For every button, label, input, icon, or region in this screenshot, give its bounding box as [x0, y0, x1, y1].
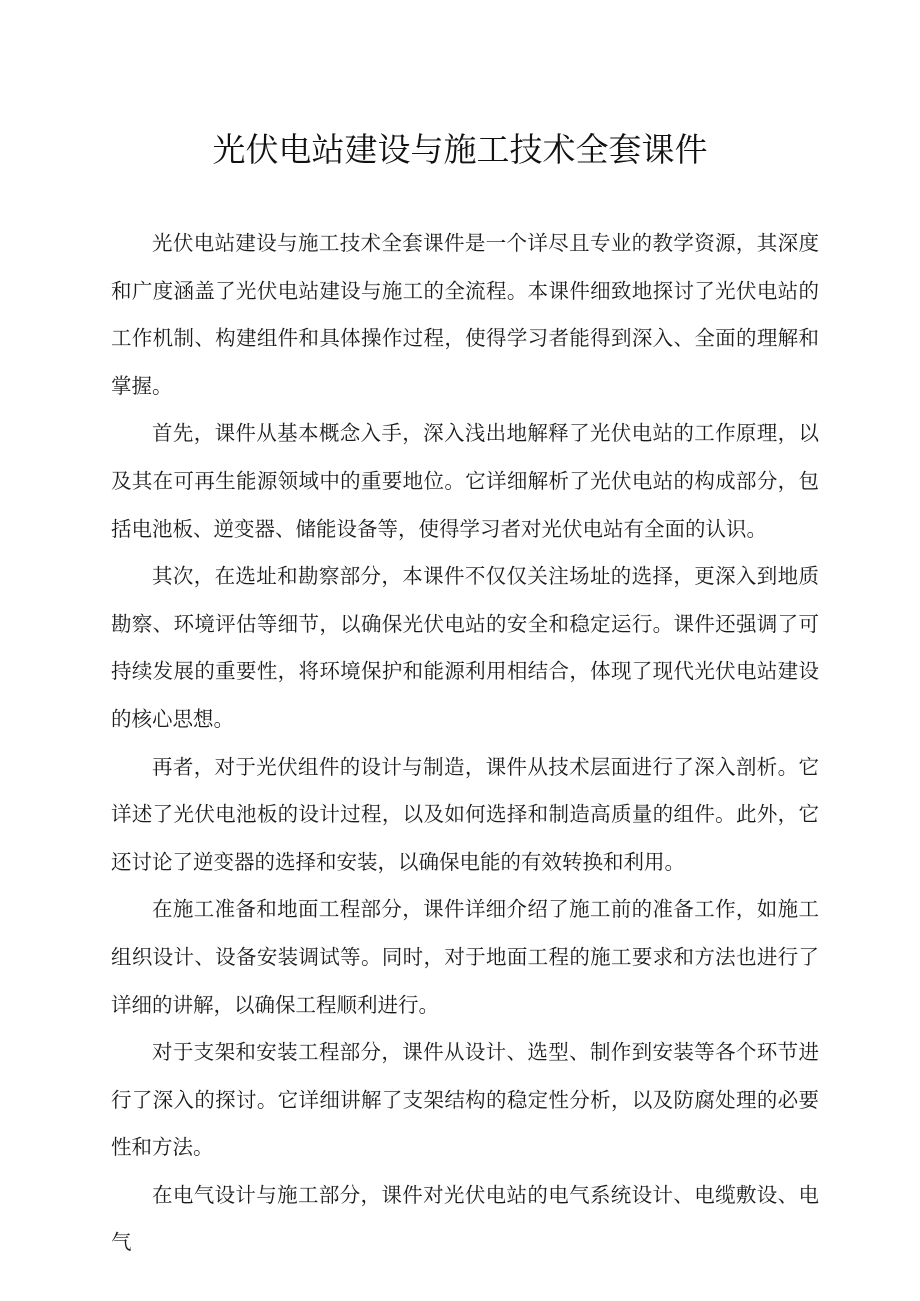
paragraph-construction-prep: 在施工准备和地面工程部分，课件详细介绍了施工前的准备工作，如施工组织设计、设备安装调试等。同时，对于地面工程的施工要求和方法也进行了详细的讲解，以确保工程顺利进行。: [111, 897, 819, 1017]
document-title: 光伏电站建设与施工技术全套课件: [212, 130, 708, 169]
paragraph-intro: 光伏电站建设与施工技术全套课件是一个详尽且专业的教学资源，其深度和广度涵盖了光伏电站建设与施工的全流程。本课件细致地探讨了光伏电站的工作机制、构建组件和具体操作过程，使得学习者能得到深入、全面的理解和掌握。: [111, 231, 819, 398]
paragraph-basics: 首先，课件从基本概念入手，深入浅出地解释了光伏电站的工作原理，以及其在可再生能源领域中的重要地位。它详细解析了光伏电站的构成部分，包括电池板、逆变器、储能设备等，使得学习者对光伏电站有全面的认识。: [111, 421, 819, 541]
paragraph-site-survey: 其次，在选址和勘察部分，本课件不仅仅关注场址的选择，更深入到地质勘察、环境评估等细节，以确保光伏电站的安全和稳定运行。课件还强调了可持续发展的重要性，将环境保护和能源利用相结合，体现了现代光伏电站建设的核心思想。: [111, 564, 819, 731]
paragraph-electrical: 在电气设计与施工部分，课件对光伏电站的电气系统设计、电缆敷设、电气: [111, 1182, 819, 1255]
document-body: [111, 220, 819, 1267]
paragraph-mounting: 对于支架和安装工程部分，课件从设计、选型、制作到安装等各个环节进行了深入的探讨。它详细讲解了支架结构的稳定性分析，以及防腐处理的必要性和方法。: [111, 1040, 819, 1160]
paragraph-module-design: 再者，对于光伏组件的设计与制造，课件从技术层面进行了深入剖析。它详述了光伏电池板的设计过程，以及如何选择和制造高质量的组件。此外，它还讨论了逆变器的选择和安装，以确保电能的有效转换和利用。: [111, 754, 819, 874]
